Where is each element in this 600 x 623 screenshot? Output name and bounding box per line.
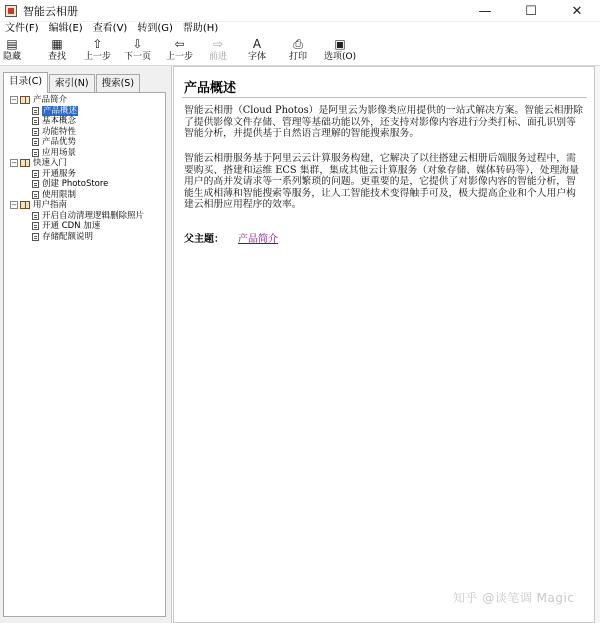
paragraph-details: 智能云相册服务基于阿里云云计算服务构建，它解决了以往搭建云相册后端服务过程中，需要购买、搭建和运维 ECS 集群，集成其他云计算服务（对象存储、媒体转码等），处理海量用户的高并发请求等一系列繁琐的问题。更重要的是，它提供了对影像内容的智能分析，智能生成相薄和智能搜索等服务，让人工智能技术变得触手可及，极大提高企业和个人用户构建云相册应用程序的效率。 [184,153,579,211]
toolbar-label: 上一步 [84,52,112,62]
down-arrow-icon: ⇩ [132,37,143,51]
page-icon [32,212,39,220]
print-icon: ⎙ [293,37,303,51]
tree-page-node[interactable] [4,116,165,127]
page-icon [32,138,39,146]
collapse-toggle-icon[interactable]: − [11,201,17,210]
menu-view[interactable]: 查看(V) [92,23,128,34]
tree-book-node[interactable] [4,158,165,169]
page-title: 产品概述 [184,81,237,96]
toolbar-label: 隐藏 [3,52,22,62]
close-button[interactable]: ✕ [571,3,583,19]
tree-node-label: 产品简介 [33,95,68,105]
toolbar-button-1[interactable] [48,36,66,66]
tree-page-node[interactable] [4,148,165,159]
toolbar-button-4[interactable] [166,36,193,66]
navigation-pane [0,66,172,623]
tree-node-label: 产品概述 [43,105,78,116]
toolbar-button-7[interactable] [289,36,307,66]
content-pane [173,66,595,623]
menu-goto[interactable]: 转到(G) [137,23,173,34]
tree-node-label: 基本概念 [42,116,77,126]
menu-file[interactable]: 文件(F) [5,23,39,34]
page-icon [32,180,39,188]
tree-node-label: 开启自动清理逻辑删除照片 [42,210,145,221]
menu-help[interactable]: 帮助(H) [182,23,219,34]
tree-page-node[interactable] [4,179,165,190]
page-icon [32,107,39,115]
page-icon [32,128,39,136]
toolbar-button-3[interactable] [124,36,151,66]
tree-page-node[interactable] [4,211,165,222]
maximize-button[interactable]: ☐ [525,3,537,19]
tree-page-node[interactable] [4,221,165,232]
toolbar-label: 上一步 [166,52,194,62]
toolbar-button-5 [209,36,227,66]
tab-search[interactable]: 搜索(S) [96,74,140,93]
back-arrow-icon: ⇦ [174,37,185,51]
tree-book-node[interactable] [4,200,165,211]
page-icon [32,149,39,157]
watermark: 知乎 @谈笔调 Magic [453,591,575,605]
nav-tabs [3,72,141,92]
toolbar-label: 字体 [248,52,267,62]
toolbar [0,36,600,66]
parent-topic [184,230,278,245]
tree-node-label: 开通 CDN 加速 [42,221,101,231]
tab-index[interactable]: 索引(N) [49,74,95,93]
tree-node-label: 快速入门 [33,158,68,168]
title-bar [0,0,600,22]
page-icon [32,170,39,178]
title-divider [182,97,587,98]
tree-book-node[interactable] [4,95,165,106]
parent-topic-link[interactable]: 产品简介 [238,234,278,245]
tree-page-node[interactable] [4,127,165,138]
paragraph-intro: 智能云相册（Cloud Photos）是阿里云为影像类应用提供的一站式解决方案。智能云相册除了提供影像文件存储、管理等基础功能以外，还支持对影像内容进行分类打标、面孔识别等智能分析，并提供基于自然语言理解的智能搜索服务。 [184,105,583,140]
minimize-button[interactable]: — [478,3,492,19]
tree-page-node[interactable] [4,106,165,117]
tree-node-label: 使用限制 [42,189,77,200]
open-book-icon [20,159,30,167]
tree-page-node[interactable] [4,190,165,201]
toolbar-label: 前进 [209,52,228,62]
open-book-icon [20,201,30,209]
tree-node-label: 用户指南 [33,200,68,210]
page-icon [32,191,39,199]
up-arrow-icon: ⇧ [92,37,103,51]
content-scrollbar[interactable] [595,66,600,623]
toolbar-button-6[interactable] [248,36,266,66]
toolbar-button-2[interactable] [84,36,111,66]
page-icon [32,233,39,241]
open-book-icon [20,96,30,104]
toolbar-label: 下一页 [124,52,152,62]
options-icon: ▣ [334,37,346,51]
toolbar-button-8[interactable] [324,36,356,66]
tree-page-node[interactable] [4,169,165,180]
toolbar-label: 查找 [48,52,67,62]
tree-page-node[interactable] [4,137,165,148]
tree-node-label: 功能特性 [42,126,77,137]
page-icon [32,222,39,230]
window-title: 智能云相册 [23,4,78,18]
collapse-toggle-icon[interactable]: − [11,159,17,168]
font-icon: A [252,37,262,51]
toolbar-label: 选项(O) [324,52,357,62]
tree-page-node[interactable] [4,232,165,243]
menu-bar [0,22,600,36]
tree-node-label: 产品优势 [42,137,77,147]
toolbar-label: 打印 [289,52,308,62]
tree-node-label: 存储配额说明 [42,231,94,242]
collapse-toggle-icon[interactable]: − [11,96,17,105]
menu-edit[interactable]: 编辑(E) [48,23,83,34]
tree-node-label: 开通服务 [42,168,77,179]
find-icon: ▦ [51,37,63,51]
page-icon [32,117,39,125]
hide-icon: ▤ [6,37,18,51]
tree-node-label: 创建 PhotoStore [42,179,109,189]
tree-node-label: 应用场景 [42,147,77,158]
toolbar-button-0[interactable] [3,36,21,66]
parent-topic-label: 父主题： [184,234,224,245]
contents-tree [3,92,166,617]
tab-contents[interactable]: 目录(C) [3,72,48,93]
forward-arrow-icon: ⇨ [212,37,224,51]
app-icon [5,5,17,17]
